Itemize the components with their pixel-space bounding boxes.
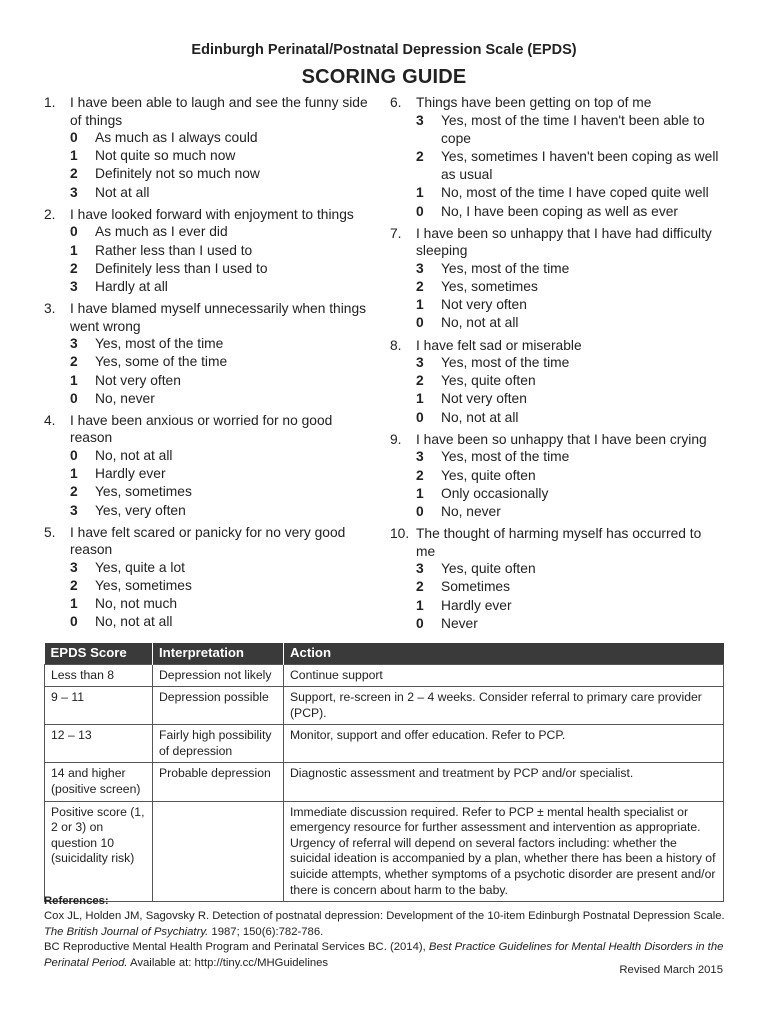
- answer-option: [390, 597, 722, 615]
- scale-subtitle: Edinburgh Perinatal/Postnatal Depression Scale (EPDS): [191, 42, 577, 58]
- option-score: 1: [416, 391, 424, 407]
- question-line: [390, 225, 722, 260]
- action-cell: Diagnostic assessment and treatment by PCP and/or specialist.: [284, 763, 724, 801]
- score-cell: 12 – 13: [45, 725, 153, 763]
- answer-option: [44, 559, 376, 577]
- option-score: 3: [416, 355, 424, 371]
- option-text: Definitely less than I used to: [95, 260, 268, 276]
- option-text: No, not at all: [95, 447, 173, 463]
- option-score: 3: [416, 449, 424, 465]
- question-line: [44, 412, 376, 447]
- table-row: [45, 664, 724, 687]
- question-item: [44, 412, 376, 520]
- option-text: Yes, quite often: [441, 373, 536, 389]
- question-text: I have felt scared or panicky for no very good reason: [70, 524, 346, 558]
- answer-option: [44, 223, 376, 241]
- interpretation-cell: Depression not likely: [153, 664, 284, 687]
- option-text: Not very often: [441, 297, 527, 313]
- answer-option: [390, 448, 722, 466]
- answer-option: [390, 112, 722, 148]
- action-cell: Monitor, support and offer education. Refer to PCP.: [284, 725, 724, 763]
- table-header-row: [45, 643, 724, 664]
- option-score: 2: [416, 373, 424, 389]
- question-number: 10.: [390, 526, 410, 542]
- option-text: Yes, sometimes: [441, 278, 538, 294]
- option-text: No, not at all: [441, 315, 519, 331]
- table-row: [45, 687, 724, 725]
- option-text: No, most of the time I have coped quite well: [441, 185, 709, 201]
- question-item: [390, 525, 722, 633]
- question-line: [390, 525, 722, 560]
- reference-1-text: Cox JL, Holden JM, Sagovsky R. Detection of postnatal depression: Development of the 10-item Edinburgh Postnatal Depression Scale.: [44, 910, 725, 923]
- question-number: 4.: [44, 412, 56, 428]
- option-score: 2: [416, 579, 424, 595]
- answer-option: [390, 485, 722, 503]
- option-score: 1: [70, 466, 78, 482]
- option-score: 3: [416, 561, 424, 577]
- score-cell: Positive score (1, 2 or 3) on question 10 (suicidality risk): [45, 801, 153, 902]
- option-text: Rather less than I used to: [95, 242, 253, 258]
- option-score: 3: [70, 559, 78, 575]
- answer-option: [390, 503, 722, 521]
- option-text: Hardly ever: [441, 597, 512, 613]
- option-score: 2: [416, 278, 424, 294]
- answer-option: [390, 372, 722, 390]
- answer-option: [390, 278, 722, 296]
- answer-option: [44, 390, 376, 408]
- question-line: [390, 337, 722, 355]
- header-epds-score: EPDS Score: [45, 643, 153, 664]
- option-text: Yes, very often: [95, 502, 186, 518]
- option-text: Yes, quite a lot: [95, 559, 186, 575]
- option-score: 1: [70, 596, 78, 612]
- option-text: As much as I always could: [95, 130, 258, 145]
- option-score: 2: [70, 260, 78, 276]
- question-item: [390, 94, 722, 221]
- option-score: 3: [70, 336, 78, 352]
- answer-option: [44, 165, 376, 183]
- question-text: I have looked forward with enjoyment to things: [70, 206, 354, 222]
- question-number: 2.: [44, 206, 56, 222]
- option-score: 2: [416, 148, 424, 164]
- question-text: Things have been getting on top of me: [416, 95, 652, 110]
- option-text: Yes, most of the time: [441, 449, 570, 465]
- question-item: [44, 524, 376, 632]
- answer-option: [44, 184, 376, 202]
- interpretation-cell: Depression possible: [153, 687, 284, 725]
- option-text: Yes, quite often: [441, 561, 536, 577]
- reference-2-text: BC Reproductive Mental Health Program and Perinatal Services BC. (2014),: [44, 941, 429, 954]
- option-text: Hardly ever: [95, 466, 166, 482]
- reference-2-title: Best Practice Guidelines for Mental Health Disorders in the Perinatal Period.: [44, 941, 724, 969]
- option-score: 0: [416, 409, 424, 425]
- answer-option: [390, 260, 722, 278]
- question-text: The thought of harming myself has occurred to me: [416, 526, 702, 559]
- option-text: Not very often: [441, 391, 527, 407]
- table-row: [45, 801, 724, 902]
- question-text: I have felt sad or miserable: [416, 337, 582, 353]
- option-score: 0: [70, 224, 78, 240]
- answer-option: [390, 615, 722, 633]
- option-text: Hardly at all: [95, 278, 168, 294]
- question-number: 3.: [44, 301, 56, 317]
- option-text: Yes, sometimes: [95, 484, 192, 500]
- answer-option: [390, 578, 722, 596]
- answer-option: [390, 354, 722, 372]
- table-row: [45, 725, 724, 763]
- question-line: [44, 300, 376, 335]
- option-score: 0: [416, 315, 424, 331]
- option-text: Yes, most of the time: [95, 336, 224, 352]
- option-text: No, not at all: [95, 614, 173, 630]
- option-text: No, I have been coping as well as ever: [441, 203, 678, 219]
- question-number: 7.: [390, 225, 402, 241]
- option-text: Not quite so much now: [95, 148, 236, 164]
- question-number: 6.: [390, 95, 402, 110]
- option-score: 0: [70, 447, 78, 463]
- question-text: I have blamed myself unnecessarily when things went wrong: [70, 301, 367, 334]
- question-line: [44, 206, 376, 224]
- answer-option: [390, 148, 722, 184]
- answer-option: [44, 465, 376, 483]
- option-score: 0: [70, 614, 78, 630]
- action-cell: Support, re-screen in 2 – 4 weeks. Consider referral to primary care provider (PCP).: [284, 687, 724, 725]
- question-item: [390, 431, 722, 521]
- question-item: [390, 225, 722, 333]
- option-text: Not at all: [95, 184, 150, 200]
- option-text: Sometimes: [441, 579, 511, 595]
- option-score: 3: [70, 502, 78, 518]
- option-score: 0: [416, 503, 424, 519]
- references-heading: References:: [44, 895, 109, 907]
- option-score: 3: [416, 260, 424, 276]
- question-number: 9.: [390, 431, 402, 447]
- action-cell: Immediate discussion required. Refer to PCP ± mental health specialist or emergency resource for further assessment and intervention as appropriate. Urgency of referral will depend on several factors including: whether the suicidal ideation is accompanied by a plan, whether there has been a history of suicide attempts, whether symptoms of a psychotic disorder are present and/or there is concern about harm to the baby.: [284, 801, 724, 902]
- option-text: Yes, most of the time: [441, 260, 570, 276]
- answer-option: [44, 147, 376, 165]
- references: [44, 894, 734, 971]
- interpretation-cell: Probable depression: [153, 763, 284, 801]
- option-score: 2: [70, 484, 78, 500]
- question-line: [390, 431, 722, 449]
- reference-1-details: 1987; 150(6):782-786.: [208, 925, 324, 938]
- answer-option: [390, 314, 722, 332]
- option-text: No, not at all: [441, 409, 519, 425]
- answer-option: [44, 353, 376, 371]
- option-text: Yes, most of the time: [441, 355, 570, 371]
- option-score: 0: [70, 130, 78, 145]
- answer-option: [44, 595, 376, 613]
- action-cell: Continue support: [284, 664, 724, 687]
- answer-option: [44, 335, 376, 353]
- reference-2-details: Available at: http://tiny.cc/MHGuidelines: [127, 956, 329, 969]
- answer-option: [390, 203, 722, 221]
- option-score: 1: [70, 372, 78, 388]
- option-score: 0: [416, 203, 424, 219]
- reference-1: [44, 909, 734, 940]
- answer-option: [44, 502, 376, 520]
- option-score: 2: [416, 467, 424, 483]
- option-text: Yes, quite often: [441, 467, 536, 483]
- option-text: Not very often: [95, 372, 181, 388]
- option-text: Never: [441, 615, 478, 631]
- option-score: 2: [70, 577, 78, 593]
- question-number: 8.: [390, 337, 402, 353]
- question-text: I have been able to laugh and see the funny side of things: [70, 95, 368, 128]
- option-score: 1: [416, 597, 424, 613]
- question-item: [44, 94, 376, 202]
- scoring-table: [44, 643, 724, 902]
- option-score: 0: [416, 615, 424, 631]
- question-line: [44, 94, 376, 129]
- answer-option: [44, 613, 376, 631]
- reference-1-journal: The British Journal of Psychiatry.: [44, 925, 209, 938]
- score-cell: 14 and higher (positive screen): [45, 763, 153, 801]
- option-score: 3: [70, 184, 78, 200]
- answer-option: [390, 409, 722, 427]
- option-text: Yes, most of the time I haven't been able to cope: [441, 112, 705, 146]
- answer-option: [390, 467, 722, 485]
- option-score: 1: [70, 148, 78, 164]
- question-text: I have been so unhappy that I have been crying: [416, 431, 707, 447]
- answer-option: [44, 447, 376, 465]
- option-score: 2: [70, 354, 78, 370]
- answer-option: [390, 184, 722, 202]
- option-text: Only occasionally: [441, 485, 549, 501]
- answer-option: [390, 296, 722, 314]
- option-score: 3: [416, 112, 424, 128]
- option-text: No, not much: [95, 596, 178, 612]
- answer-option: [390, 560, 722, 578]
- answer-option: [44, 483, 376, 501]
- answer-option: [390, 390, 722, 408]
- interpretation-cell: Fairly high possibility of depression: [153, 725, 284, 763]
- score-cell: Less than 8: [45, 664, 153, 687]
- option-score: 1: [416, 297, 424, 313]
- question-item: [390, 337, 722, 427]
- header-interpretation: Interpretation: [153, 643, 284, 664]
- header-action: Action: [284, 643, 724, 664]
- page-title: SCORING GUIDE: [301, 66, 467, 88]
- question-number: 5.: [44, 524, 56, 540]
- score-cell: 9 – 11: [45, 687, 153, 725]
- option-text: As much as I ever did: [95, 224, 228, 240]
- option-score: 1: [416, 485, 424, 501]
- option-score: 0: [70, 390, 78, 406]
- option-text: No, never: [95, 390, 155, 406]
- answer-option: [44, 278, 376, 296]
- answer-option: [44, 242, 376, 260]
- interpretation-cell: [153, 801, 284, 902]
- option-score: 1: [70, 242, 78, 258]
- questions-right-column: [390, 94, 722, 637]
- option-text: Definitely not so much now: [95, 166, 260, 182]
- answer-option: [44, 129, 376, 147]
- question-line: [390, 94, 722, 112]
- table-row: [45, 763, 724, 801]
- answer-option: [44, 577, 376, 595]
- option-text: No, never: [441, 503, 501, 519]
- question-text: I have been so unhappy that I have had difficulty sleeping: [416, 225, 712, 259]
- answer-option: [44, 260, 376, 278]
- option-text: Yes, some of the time: [95, 354, 228, 370]
- revised-date: Revised March 2015: [619, 964, 723, 976]
- question-number: 1.: [44, 95, 56, 110]
- option-text: Yes, sometimes I haven't been coping as well as usual: [441, 148, 719, 183]
- option-score: 2: [70, 166, 78, 182]
- question-line: [44, 524, 376, 559]
- answer-option: [44, 372, 376, 390]
- question-text: I have been anxious or worried for no good reason: [70, 412, 333, 446]
- question-item: [44, 300, 376, 408]
- questions-left-column: [44, 94, 376, 636]
- option-score: 3: [70, 278, 78, 294]
- option-text: Yes, sometimes: [95, 577, 192, 593]
- question-item: [44, 206, 376, 296]
- option-score: 1: [416, 185, 424, 201]
